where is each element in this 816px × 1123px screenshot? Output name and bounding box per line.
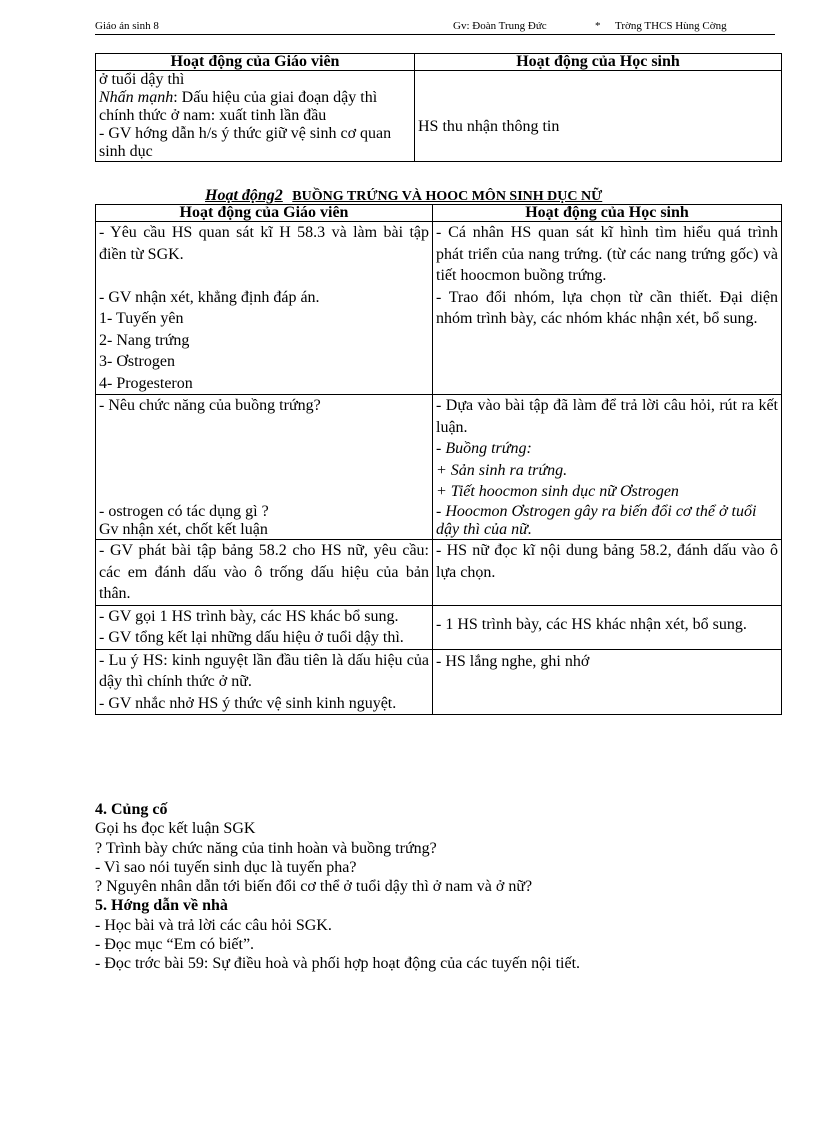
header-mark: * [595, 20, 601, 32]
t1-student-text: HS thu nhận thông tin [418, 118, 560, 135]
consolidation-heading: 4. Củng cố [95, 801, 168, 818]
teacher-line: - ostrogen có tác dụng gì ? [99, 503, 269, 520]
teacher-line: 3- Ơstrogen [99, 353, 175, 370]
consolidation-line: ? Nguyên nhân dẫn tới biến đổi cơ thể ở tuổi dậy thì ở nam và ở nữ? [95, 878, 533, 896]
t1-col-teacher: Hoạt động của Giáo viên [96, 54, 415, 71]
student-cell [433, 649, 782, 715]
activity2-title [205, 187, 602, 205]
table-row [96, 503, 782, 540]
student-line: - Hoocmon Ơstrogen gây ra biến đổi cơ thể ở tuổi dậy thì của nữ. [436, 503, 757, 538]
t1-teacher-cell [96, 71, 415, 162]
spacer [99, 265, 429, 287]
t1-col-student: Hoạt động của Học sinh [415, 54, 782, 71]
activity2-heading: BUỒNG TRỨNG VÀ HOOC MÔN SINH DỤC NỮ [292, 189, 603, 204]
teacher-cell [96, 503, 433, 540]
activity2-label: Hoạt động2 [205, 187, 283, 204]
t2-col-student: Hoạt động của Học sinh [433, 205, 782, 222]
activity2-table [95, 204, 782, 715]
student-line: - HS nữ đọc kĩ nội dung bảng 58.2, đánh dấu vào ô lựa chọn. [436, 542, 778, 581]
t1-emphasis [99, 89, 411, 125]
table-row [96, 540, 782, 606]
student-line: + Sản sinh ra trứng. [436, 461, 568, 479]
teacher-line: - Nêu chức năng của buồng trứng? [99, 397, 321, 414]
teacher-line: - Yêu cầu HS quan sát kĩ H 58.3 và làm bài tập điền từ SGK. [99, 224, 429, 263]
teacher-line: - Lu ý HS: kinh nguyệt lần đầu tiên là dấu hiệu của dậy thì chính thức ở nữ. [99, 651, 429, 690]
teacher-line: 4- Progesteron [99, 374, 193, 392]
table-row [96, 605, 782, 649]
table-row [96, 649, 782, 715]
student-line: - Trao đổi nhóm, lựa chọn từ cần thiết. Đại diện nhóm trình bày, các nhóm khác nhận xét, bổ sung. [436, 288, 778, 327]
student-line: + Tiết hoocmon sinh dục nữ Ơstrogen [436, 483, 679, 500]
homework-heading: 5. Hớng dẫn về nhà [95, 897, 228, 915]
t1-student-cell [415, 71, 782, 162]
table-row [96, 395, 782, 504]
header-subject: Giáo án sinh 8 [95, 20, 159, 32]
student-line: - Cá nhân HS quan sát kĩ hình tìm hiểu quá trình phát triển của nang trứng. (từ các nang trứng gốc) và tiết hoocmon buồng trứng. [436, 224, 778, 284]
table-row [96, 222, 782, 395]
t1-teacher-line: - GV hớng dẫn h/s ý thức giữ vệ sinh cơ quan sinh dục [99, 125, 392, 160]
student-line: - Dựa vào bài tập đã làm để trả lời câu hỏi, rút ra kết luận. [436, 397, 778, 436]
t1-emphasis-label: Nhấn mạnh [99, 89, 174, 106]
header-teacher: Gv: Đoàn Trung Đức [453, 20, 547, 32]
teacher-line: 2- Nang trứng [99, 331, 190, 349]
activity1-table [95, 53, 782, 162]
teacher-line: - GV nhận xét, khẳng định đáp án. [99, 288, 320, 306]
student-cell [433, 540, 782, 606]
teacher-line: - GV tổng kết lại những dấu hiệu ở tuổi dậy thì. [99, 629, 404, 646]
teacher-cell [96, 395, 433, 504]
student-cell [433, 503, 782, 540]
consolidation-line: - Vì sao nói tuyến sinh dục là tuyến pha? [95, 858, 357, 876]
lesson-footer [95, 800, 785, 974]
student-cell [433, 222, 782, 395]
student-line: - Buồng trứng: [436, 440, 532, 457]
consolidation-line: ? Trình bày chức năng của tinh hoàn và buồng trứng? [95, 839, 437, 857]
t1-teacher-line: ở tuổi dậy thì [99, 71, 185, 88]
teacher-line: 1- Tuyến yên [99, 310, 184, 327]
teacher-line: - GV gọi 1 HS trình bày, các HS khác bổ sung. [99, 607, 399, 625]
t1-emphasis-text: : Dấu hiệu của giai đoạn dậy thì chính thức ở nam: xuất tinh lần đầu [99, 89, 378, 124]
consolidation-line: Gọi hs đọc kết luận SGK [95, 820, 256, 838]
teacher-cell [96, 649, 433, 715]
teacher-line: Gv nhận xét, chốt kết luận [99, 521, 268, 538]
teacher-cell [96, 222, 433, 395]
header-school: Trờng THCS Hùng Cờng [615, 20, 727, 32]
page-header [95, 20, 775, 35]
teacher-cell [96, 605, 433, 649]
homework-line: - Đọc mục “Em có biết”. [95, 936, 255, 954]
student-cell [433, 605, 782, 649]
t2-col-teacher: Hoạt động của Giáo viên [96, 205, 433, 222]
homework-line: - Đọc trớc bài 59: Sự điều hoà và phối hợp hoạt động của các tuyến nội tiết. [95, 955, 581, 973]
teacher-line: - GV nhắc nhở HS ý thức vệ sinh kinh nguyệt. [99, 694, 397, 712]
student-cell [433, 395, 782, 504]
student-line: - HS lắng nghe, ghi nhớ [436, 652, 590, 670]
homework-line: - Học bài và trả lời các câu hỏi SGK. [95, 916, 332, 934]
teacher-cell [96, 540, 433, 606]
student-line: - 1 HS trình bày, các HS khác nhận xét, bổ sung. [436, 615, 747, 633]
teacher-line: - GV phát bài tập bảng 58.2 cho HS nữ, yêu cầu: các em đánh dấu vào ô trống dấu hiệu của bản thân. [99, 542, 429, 602]
